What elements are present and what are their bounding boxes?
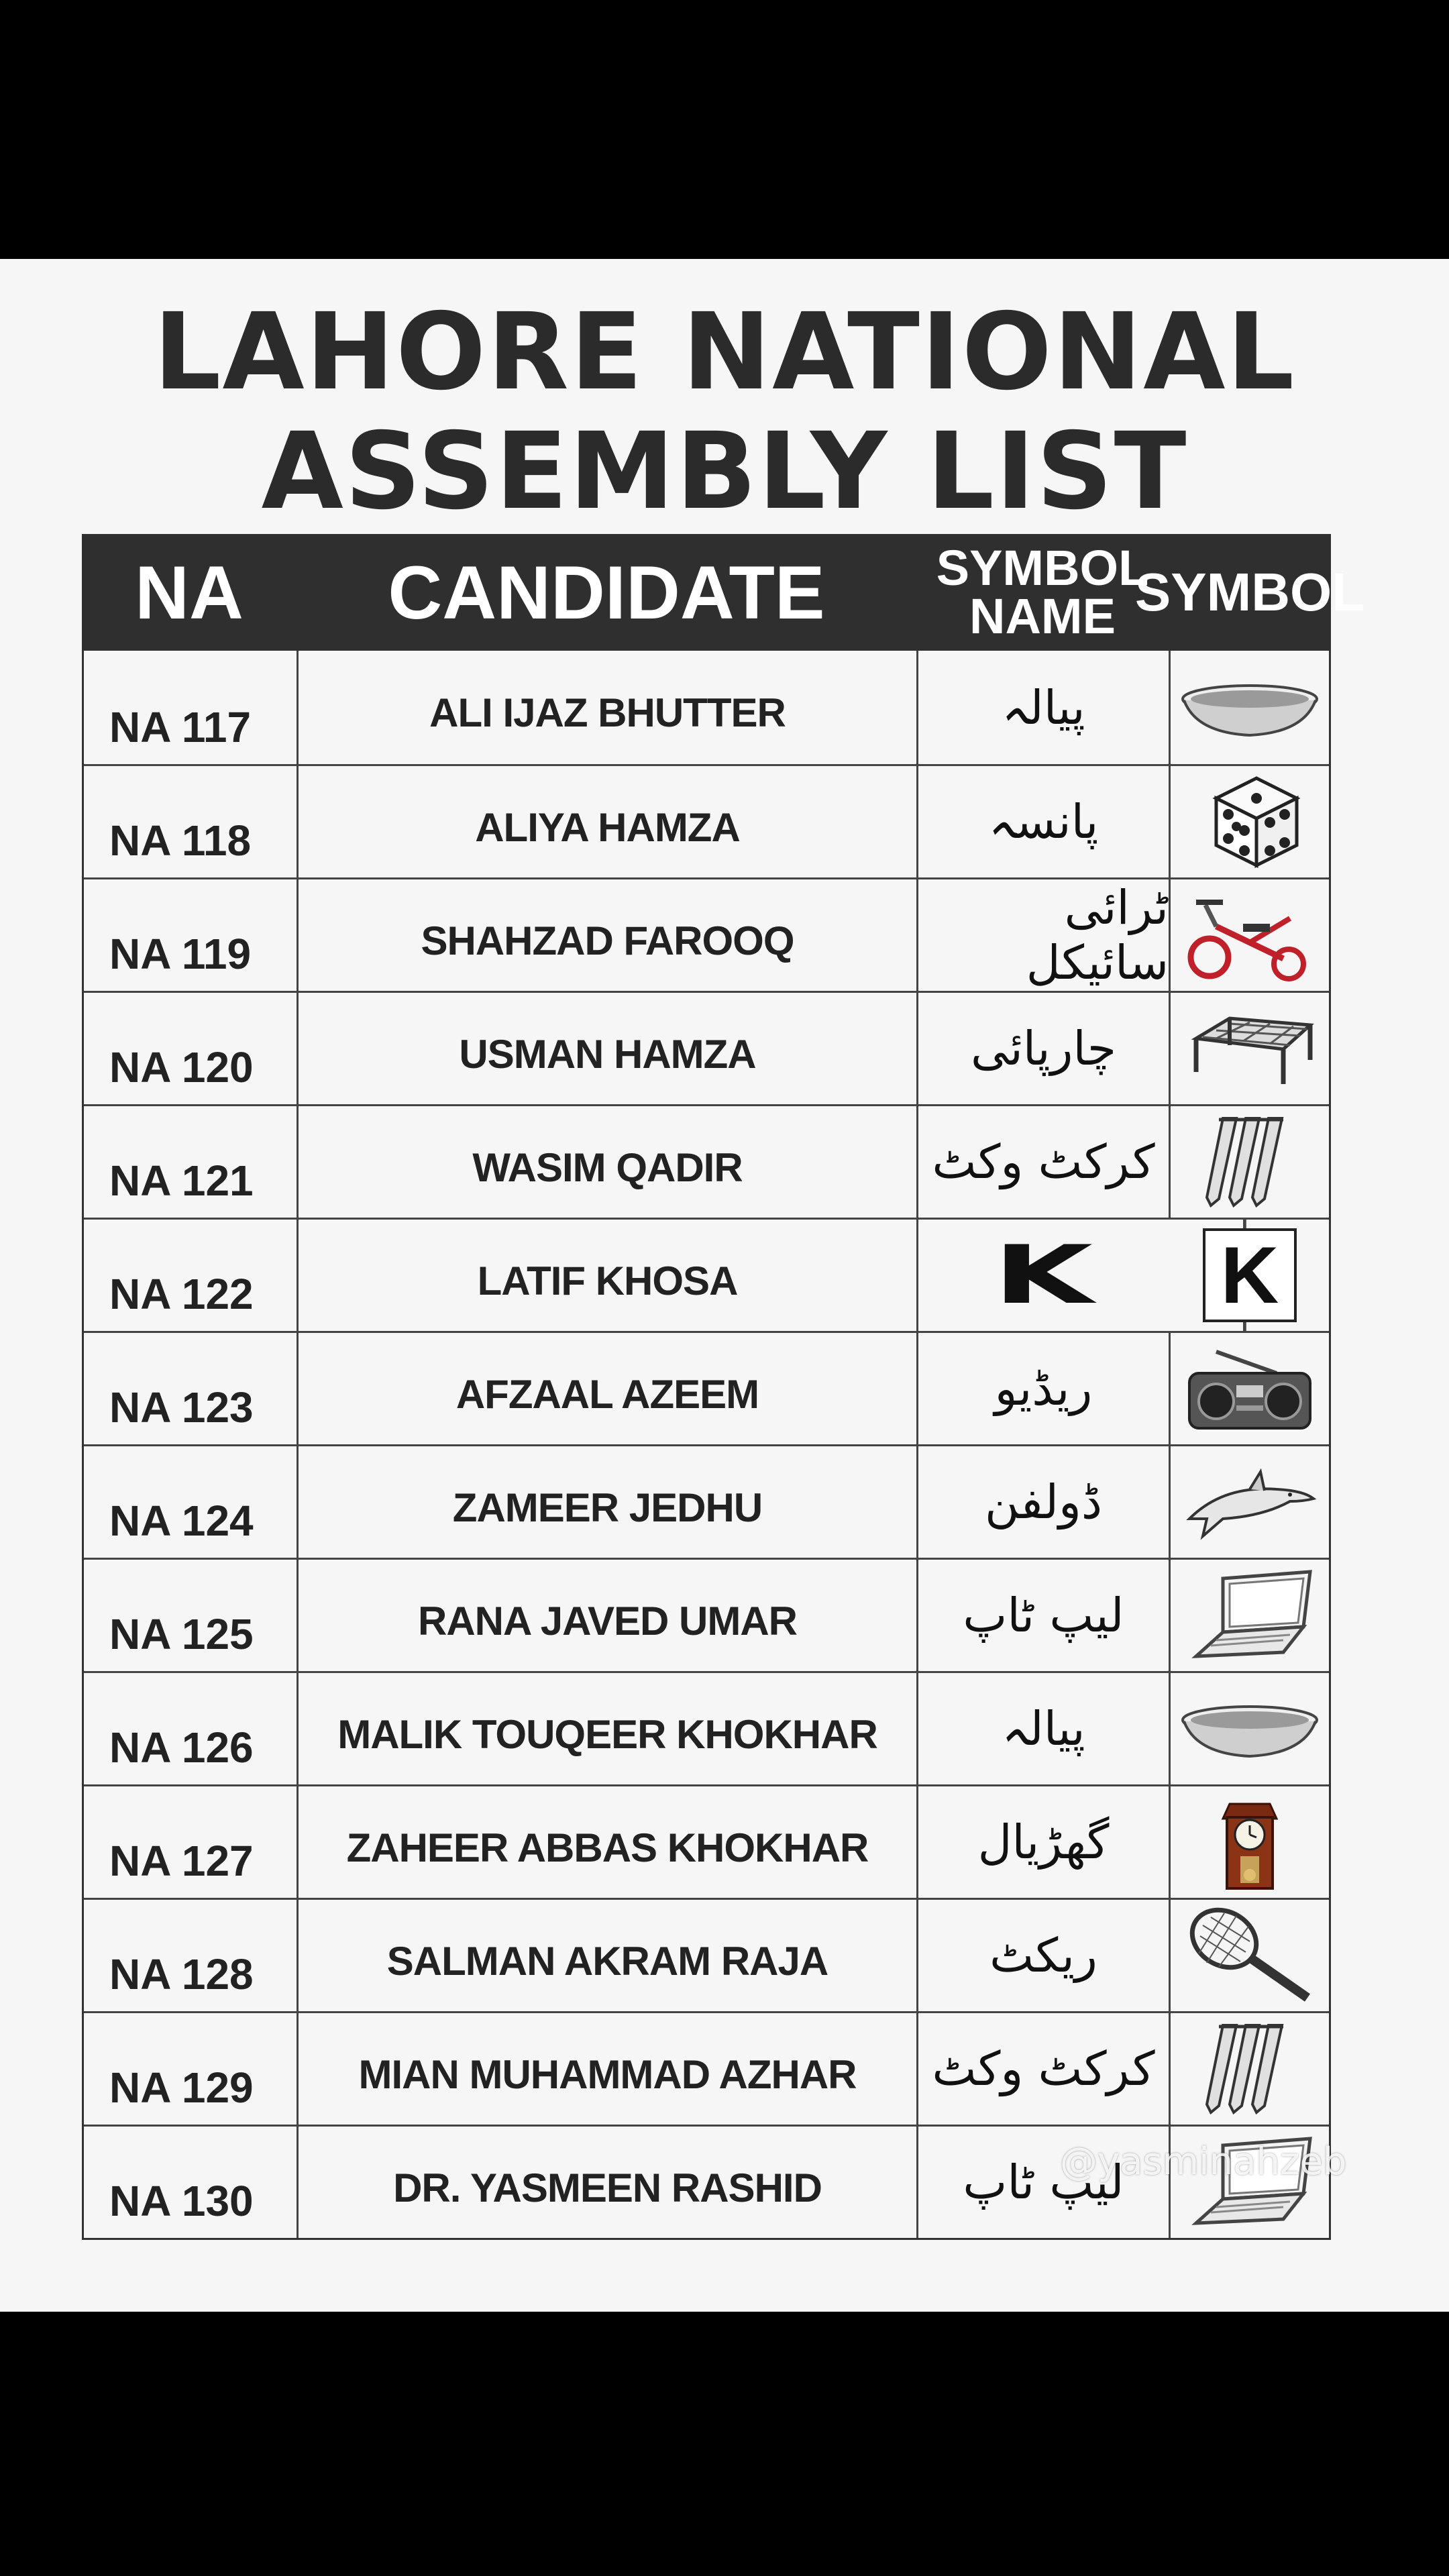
na-number: NA 126 (84, 1673, 299, 1784)
tricycle-icon (1171, 879, 1329, 991)
header-symbol-name (916, 534, 1169, 651)
na-number: NA 128 (84, 1900, 299, 2011)
watermark: @yasminahzeb (1060, 2140, 1347, 2184)
header-na: NA (135, 550, 244, 635)
table-body (82, 651, 1331, 2240)
na-number: NA 117 (84, 651, 299, 764)
candidate-name: SHAHZAD FAROOQ (299, 879, 918, 991)
symbol-name: ریکٹ (918, 1900, 1171, 2011)
na-number: NA 122 (84, 1220, 299, 1331)
candidate-name: DR. YASMEEN RASHID (299, 2127, 918, 2238)
charpai-icon (1171, 993, 1329, 1104)
table-row (84, 1558, 1329, 1671)
symbol-name: کرکٹ وکٹ (918, 2013, 1171, 2125)
table-row (84, 991, 1329, 1104)
letter-k-icon (1171, 1220, 1329, 1331)
candidate-name: MALIK TOUQEER KHOKHAR (299, 1673, 918, 1784)
table-row (84, 651, 1329, 764)
symbol-name: پانسہ (918, 766, 1171, 877)
candidate-name: ALI IJAZ BHUTTER (299, 651, 918, 764)
symbol-name: ٹرائی سائیکل (918, 879, 1171, 991)
symbol-name: پیالہ (918, 1673, 1171, 1784)
na-number: NA 125 (84, 1560, 299, 1671)
radio-icon (1171, 1333, 1329, 1444)
bowl-icon (1171, 651, 1329, 764)
header-candidate: CANDIDATE (388, 550, 825, 635)
candidate-name: ZAMEER JEDHU (299, 1446, 918, 1558)
symbol-name: K (843, 1220, 1246, 1331)
symbol-name: ریڈیو (918, 1333, 1171, 1444)
table-row (84, 877, 1329, 991)
candidate-name: USMAN HAMZA (299, 993, 918, 1104)
table-row (84, 1218, 1329, 1331)
candidate-name: ALIYA HAMZA (299, 766, 918, 877)
header-symbol-name-line2: NAME (969, 588, 1116, 644)
bowl-icon (1171, 1673, 1329, 1784)
title-line-2: ASSEMBLY LIST (261, 410, 1188, 533)
na-number: NA 121 (84, 1106, 299, 1218)
symbol-name: کرکٹ وکٹ (918, 1106, 1171, 1218)
dice-icon (1171, 766, 1329, 877)
table-header (82, 534, 1365, 651)
na-number: NA 123 (84, 1333, 299, 1444)
symbol-name: لیپ ٹاپ (918, 2127, 1171, 2238)
symbol-name: پیالہ (918, 651, 1171, 764)
na-number: NA 124 (84, 1446, 299, 1558)
na-number: NA 120 (84, 993, 299, 1104)
table-row (84, 1444, 1329, 1558)
table-row (84, 1331, 1329, 1444)
racket-icon (1171, 1900, 1329, 2011)
na-number: NA 118 (84, 766, 299, 877)
header-symbol: SYMBOL (1134, 562, 1365, 622)
table-row (84, 1104, 1329, 1218)
na-number: NA 127 (84, 1786, 299, 1898)
na-number: NA 129 (84, 2013, 299, 2125)
table-row (84, 1671, 1329, 1784)
candidate-name: WASIM QADIR (299, 1106, 918, 1218)
title-line-1: LAHORE NATIONAL (153, 290, 1296, 414)
na-number: NA 130 (84, 2127, 299, 2238)
table-row (84, 2011, 1329, 2125)
dolphin-icon (1171, 1446, 1329, 1558)
table-row (84, 1898, 1329, 2011)
symbol-name: لیپ ٹاپ (918, 1560, 1171, 1671)
candidate-name: RANA JAVED UMAR (299, 1560, 918, 1671)
candidate-name: AFZAAL AZEEM (299, 1333, 918, 1444)
clock-icon (1171, 1786, 1329, 1898)
candidate-name: ZAHEER ABBAS KHOKHAR (299, 1786, 918, 1898)
candidate-name: SALMAN AKRAM RAJA (299, 1900, 918, 2011)
header-symbol-name-line1: SYMBOL (936, 540, 1149, 596)
symbol-name: گھڑیال (918, 1786, 1171, 1898)
symbol-name: چارپائی (918, 993, 1171, 1104)
list-sheet (0, 259, 1449, 2312)
table-row (84, 1784, 1329, 1898)
letter-k-box: K (1203, 1228, 1297, 1322)
candidate-name: MIAN MUHAMMAD AZHAR (299, 2013, 918, 2125)
laptop-icon (1171, 1560, 1329, 1671)
candidate-name: LATIF KHOSA (299, 1220, 918, 1331)
table-row (84, 764, 1329, 877)
cricket-wicket-icon (1171, 2013, 1329, 2125)
candidates-table (82, 534, 1365, 2253)
na-number: NA 119 (84, 879, 299, 991)
cricket-wicket-icon (1171, 1106, 1329, 1218)
page-title (0, 292, 1449, 531)
symbol-name: ڈولفن (918, 1446, 1171, 1558)
